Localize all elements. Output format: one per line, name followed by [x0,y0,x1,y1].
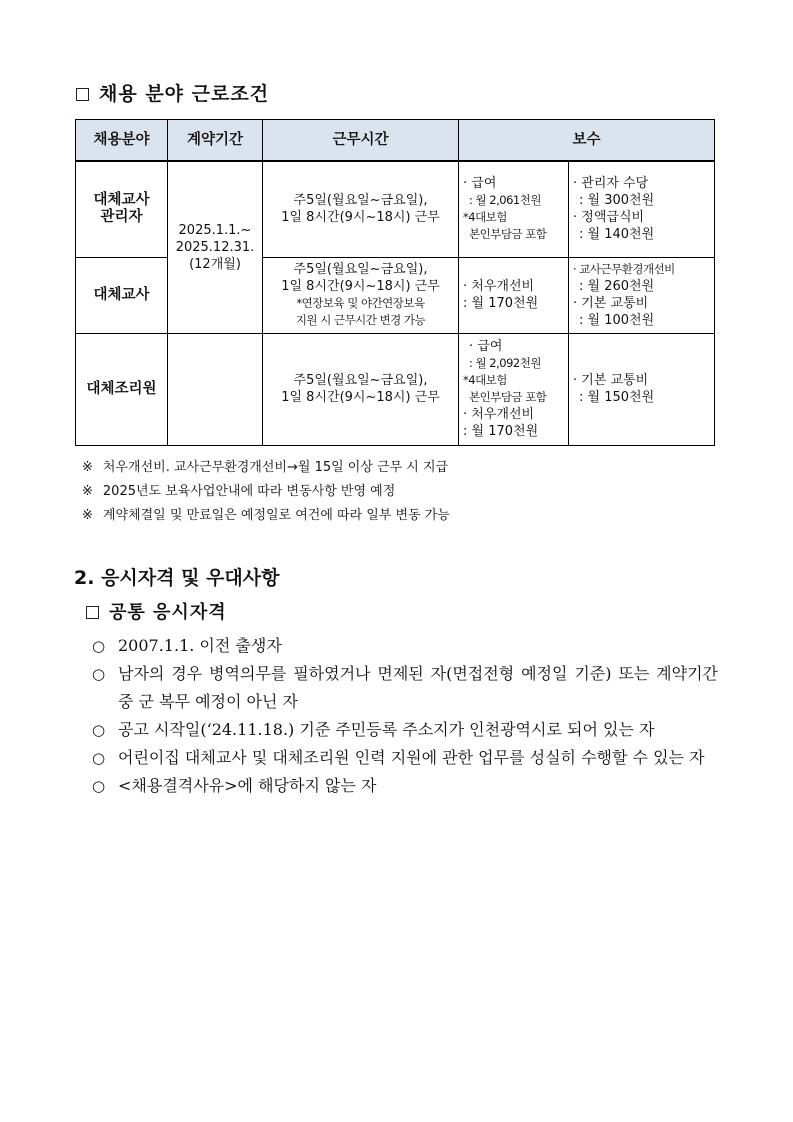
pay-cell: · 급여 : 월 2,061천원 *4대보험 본인부담금 포함 [459,161,569,257]
reference-mark-icon: ※ [82,460,93,475]
pay-cell: · 급여 : 월 2,092천원 *4대보험 본인부담금 포함 · 처우개선비 : 월 170천원 [459,333,569,445]
circle-bullet-icon: ○ [92,637,106,655]
conditions-table [75,119,715,446]
reference-mark-icon: ※ [82,484,93,499]
table-header-row [76,120,715,162]
field-cell: 대체교사 [76,257,168,333]
list-item: ○ 어린이집 대체교사 및 대체조리원 인력 지원에 관한 업무를 성실히 수행할 수 있는 자 [92,744,718,772]
period-cell: 2025.1.1.~ 2025.12.31. (12개월) [168,161,263,333]
note-item: ※ 처우개선비. 교사근무환경개선비→월 15일 이상 근무 시 지급 [82,460,449,475]
table-row [76,161,715,257]
section-heading-qualifications: 2. 응시자격 및 우대사항 [74,567,280,589]
list-item: ○ <채용결격사유>에 해당하지 않는 자 [92,772,718,800]
circle-bullet-icon: ○ [92,777,106,795]
header-hours: 근무시간 [263,120,459,162]
header-field: 채용분야 [76,120,168,162]
field-cell: 대체조리원 [76,333,168,445]
pay-extra-cell: · 기본 교통비 : 월 150천원 [569,333,715,445]
hours-cell: 주5일(월요일~금요일), 1일 8시간(9시~18시) 근무 *연장보육 및 야간연장보육 지원 시 근무시간 변경 가능 [263,257,459,333]
hours-cell: 주5일(월요일~금요일), 1일 8시간(9시~18시) 근무 [263,333,459,445]
circle-bullet-icon: ○ [92,721,106,739]
checkbox-square-icon [76,88,89,101]
pay-extra-cell: · 관리자 수당 : 월 300천원 · 정액급식비 : 월 140천원 [569,161,715,257]
checkbox-square-icon [86,606,99,619]
note-item: ※ 2025년도 보육사업안내에 따라 변동사항 반영 예정 [82,484,396,499]
list-item: ○ 남자의 경우 병역의무를 필하였거나 면제된 자(면접전형 예정일 기준) 또는 계약기간 중 군 복무 예정이 아닌 자 [92,660,718,716]
header-pay: 보수 [459,120,715,162]
reference-mark-icon: ※ [82,508,93,523]
table-row [76,333,715,445]
subsection-heading: 공통 응시자격 [86,601,227,625]
circle-bullet-icon: ○ [92,749,106,767]
circle-bullet-icon: ○ [92,665,106,683]
notes-list [82,456,450,528]
note-item: ※ 계약체결일 및 만료일은 예정일로 여건에 따라 일부 변동 가능 [82,508,450,523]
qualification-list [92,632,718,800]
header-period: 계약기간 [168,120,263,162]
list-item: ○ 공고 시작일(‘24.11.18.) 기준 주민등록 주소지가 인천광역시로 되어 있는 자 [92,716,718,744]
section-heading-conditions: 채용 분야 근로조건 [76,82,269,106]
pay-extra-cell: · 교사근무환경개선비 : 월 260천원 · 기본 교통비 : 월 100천원 [569,257,715,333]
field-cell: 대체교사 관리자 [76,161,168,257]
pay-cell: · 처우개선비 : 월 170천원 [459,257,569,333]
hours-cell: 주5일(월요일~금요일), 1일 8시간(9시~18시) 근무 [263,161,459,257]
period-cell-empty [168,333,263,445]
list-item: ○ 2007.1.1. 이전 출생자 [92,632,718,660]
